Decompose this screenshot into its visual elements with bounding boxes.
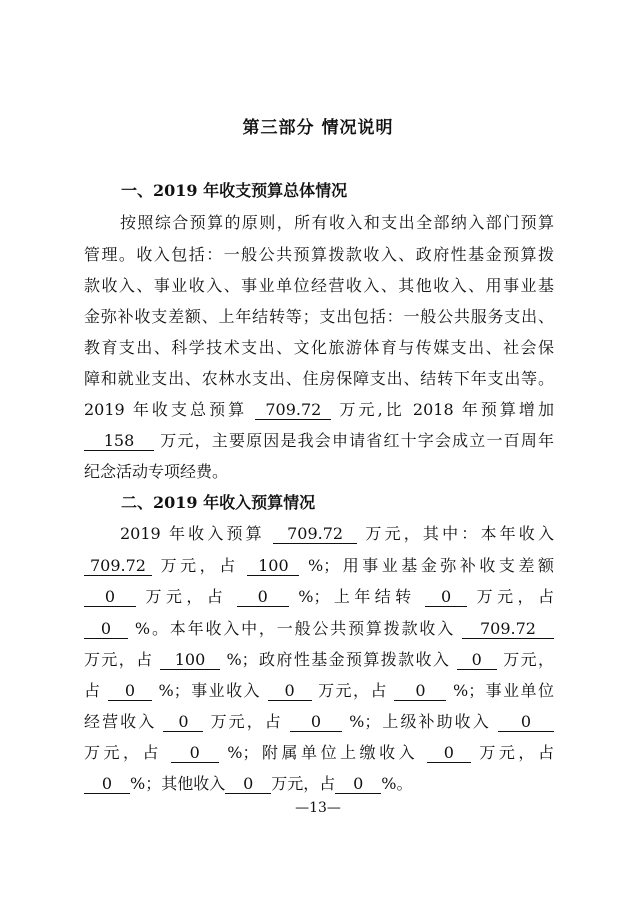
text-run: 万元， [503, 650, 554, 669]
paragraph-line [84, 616, 554, 639]
text-run: %；上级补助收入 [349, 712, 491, 731]
filled-value: 709.72 [255, 401, 331, 420]
text-run: %。本年收入中，一般公共预算拨款收入 [134, 619, 456, 638]
filled-value: 0 [335, 775, 381, 794]
filled-value: 0 [427, 744, 471, 763]
text-run: %；上年结转 [298, 587, 416, 606]
text-run: 经营收入 [84, 712, 157, 731]
filled-value: 0 [84, 775, 130, 794]
paragraph-line: 按照综合预算的原则，所有收入和支出全部纳入部门预算 [120, 213, 554, 232]
text-run: 万元，占 [84, 650, 154, 669]
text-run: %。 [381, 774, 413, 793]
text-run: 万元，占 [479, 743, 554, 762]
filled-value: 100 [160, 651, 220, 670]
text-run: %；事业收入 [158, 681, 261, 700]
paragraph-line: 障和就业支出、农林水支出、住房保障支出、结转下年支出等。 [84, 369, 554, 388]
filled-value: 0 [425, 588, 467, 607]
filled-value: 100 [247, 557, 299, 576]
filled-value: 0 [394, 682, 446, 701]
page-number: —13— [295, 800, 341, 816]
filled-value: 158 [84, 432, 154, 451]
filled-value: 0 [498, 713, 554, 732]
filled-value: 0 [163, 713, 203, 732]
paragraph-line [84, 584, 554, 607]
text-run: %；其他收入 [130, 774, 226, 793]
filled-value: 0 [171, 744, 219, 763]
paragraph-line: 管理。收入包括：一般公共预算拨款收入、政府性基金预算拨 [84, 245, 554, 264]
paragraph-line [84, 771, 554, 794]
text-run: 万元，主要原因是我会申请省红十字会成立一百周年 [160, 431, 554, 450]
text-run: 2019 年收支总预算 [84, 400, 248, 419]
filled-value: 709.72 [462, 620, 554, 639]
text-run: %；附属单位上缴收入 [227, 743, 419, 762]
paragraph-line [84, 709, 554, 732]
text-run: 万元，占 [210, 712, 283, 731]
filled-value: 0 [268, 682, 312, 701]
text-run: %；政府性基金预算拨款收入 [226, 650, 451, 669]
page-title: 第三部分 情况说明 [242, 118, 394, 138]
paragraph-line [84, 428, 554, 451]
text-run: 万元,比 2018 年预算增加 [339, 400, 554, 419]
section-heading-1: 一、2019 年收支预算总体情况 [121, 181, 348, 200]
filled-value: 0 [457, 651, 497, 670]
filled-value: 0 [84, 620, 128, 639]
text-run: 万元，占 [84, 743, 163, 762]
text-run: %；用事业基金弥补收支差额 [307, 556, 554, 575]
filled-value: 0 [84, 588, 136, 607]
filled-value: 709.72 [84, 557, 152, 576]
paragraph-line: 款收入、事业收入、事业单位经营收入、其他收入、用事业基 [84, 276, 554, 295]
text-run: 万元，占 [271, 774, 336, 793]
text-run: 万元，占 [476, 587, 554, 606]
section-heading-2: 二、2019 年收入预算情况 [121, 493, 316, 512]
paragraph-line [84, 678, 554, 701]
paragraph-line [84, 553, 554, 576]
filled-value: 0 [290, 713, 342, 732]
text-run: 万元，其中：本年收入 [365, 524, 554, 543]
filled-value: 0 [237, 588, 289, 607]
filled-value: 0 [108, 682, 152, 701]
paragraph-line: 金弥补收支差额、上年结转等；支出包括：一般公共服务支出、 [84, 307, 554, 326]
paragraph-line [84, 740, 554, 763]
text-run: 万元，占 [318, 681, 388, 700]
paragraph-line [84, 397, 554, 420]
text-run: 占 [84, 681, 102, 700]
text-run: %；事业单位 [452, 681, 554, 700]
text-run: 万元，占 [160, 556, 239, 575]
paragraph-line: 纪念活动专项经费。 [84, 462, 229, 481]
paragraph-line [120, 521, 554, 544]
filled-value: 709.72 [273, 525, 357, 544]
paragraph-line: 教育支出、科学技术支出、文化旅游体育与传媒支出、社会保 [84, 338, 554, 357]
text-run: 万元，占 [145, 587, 228, 606]
paragraph-line [84, 647, 554, 670]
filled-value: 0 [225, 775, 271, 794]
text-run: 2019 年收入预算 [120, 524, 265, 543]
